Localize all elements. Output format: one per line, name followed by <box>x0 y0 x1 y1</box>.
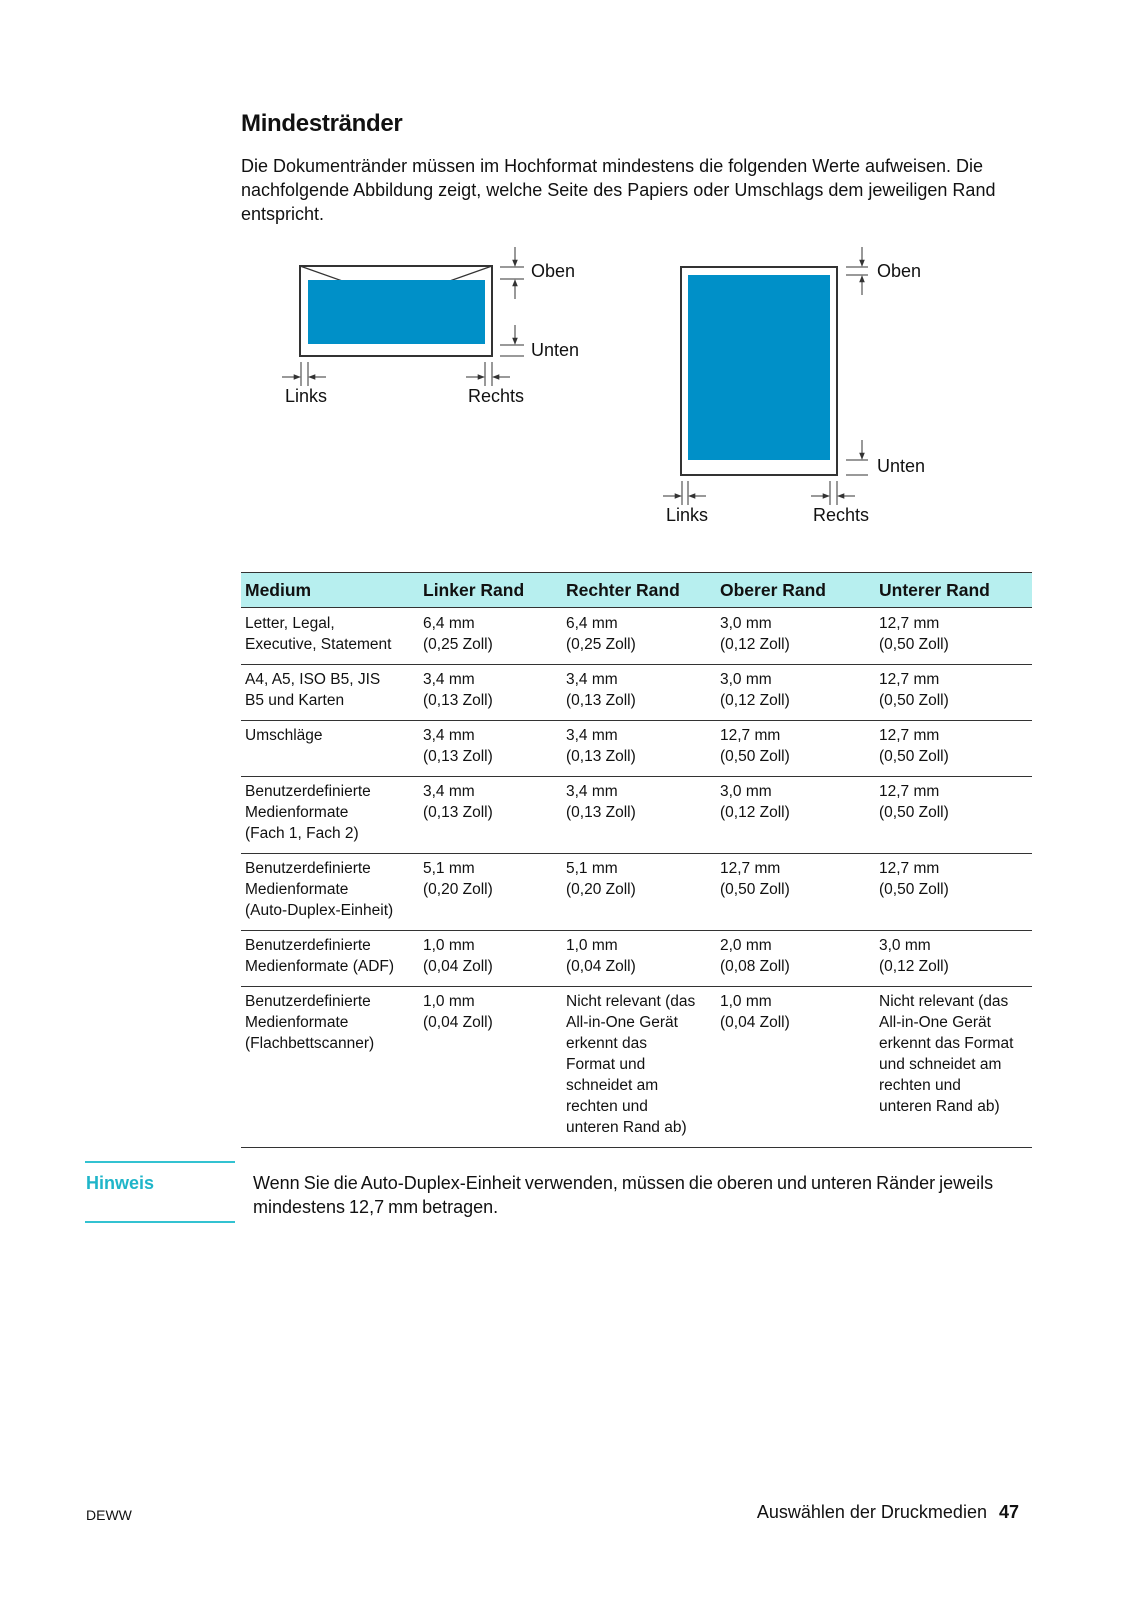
table-row <box>241 608 1032 665</box>
cell-medium: A4, A5, ISO B5, JIS B5 und Karten <box>241 665 419 721</box>
margin-figure <box>0 0 1131 560</box>
table-row <box>241 777 1032 854</box>
cell-right-margin: 3,4 mm (0,13 Zoll) <box>562 777 716 854</box>
cell-right-margin: 3,4 mm (0,13 Zoll) <box>562 665 716 721</box>
cell-top-margin: 12,7 mm (0,50 Zoll) <box>716 721 875 777</box>
cell-right-margin: 5,1 mm (0,20 Zoll) <box>562 854 716 931</box>
cell-left-margin: 3,4 mm (0,13 Zoll) <box>419 665 562 721</box>
page-label-right: Rechts <box>813 505 870 525</box>
table-row <box>241 721 1032 777</box>
page-diagram <box>663 247 925 525</box>
envelope-right-indicator <box>466 362 510 386</box>
note-label: Hinweis <box>86 1173 155 1193</box>
cell-left-margin: 1,0 mm (0,04 Zoll) <box>419 987 562 1148</box>
footer-doc-code: DEWW <box>86 1507 132 1523</box>
envelope-label-left: Links <box>285 386 328 406</box>
note-rule-bottom <box>85 1221 235 1223</box>
cell-left-margin: 6,4 mm (0,25 Zoll) <box>419 608 562 665</box>
cell-medium: Benutzerdefinierte Medienformate (Flachbettscanner) <box>241 987 419 1148</box>
page-left-indicator <box>663 481 706 505</box>
envelope-printable-area <box>308 280 485 344</box>
cell-right-margin: 3,4 mm (0,13 Zoll) <box>562 721 716 777</box>
margin-table <box>241 572 1032 1148</box>
envelope-label-top: Oben <box>531 261 576 281</box>
page-number: 47 <box>998 1502 1019 1522</box>
intro-paragraph: Die Dokumentränder müssen im Hochformat mindestens die folgenden Werte aufweisen. Die nachfolgende Abbildung zeigt, welche Seite des Papiers oder Umschlags dem jeweiligen Rand entspricht. <box>241 156 996 224</box>
page-right-indicator <box>811 481 855 505</box>
footer-section <box>757 1502 1019 1523</box>
table-row <box>241 854 1032 931</box>
table-body <box>241 608 1032 1148</box>
cell-medium: Benutzerdefinierte Medienformate (ADF) <box>241 931 419 987</box>
page-printable-area <box>688 275 830 460</box>
envelope-label-right: Rechts <box>468 386 525 406</box>
column-header-left-margin: Linker Rand <box>419 573 562 608</box>
cell-left-margin: 3,4 mm (0,13 Zoll) <box>419 721 562 777</box>
cell-medium: Benutzerdefinierte Medienformate (Fach 1, Fach 2) <box>241 777 419 854</box>
page-bottom-indicator <box>846 440 868 475</box>
cell-top-margin: 1,0 mm (0,04 Zoll) <box>716 987 875 1148</box>
page-label-left: Links <box>666 505 709 525</box>
envelope-left-indicator <box>282 362 326 386</box>
envelope-diagram <box>282 247 579 406</box>
cell-bottom-margin: 3,0 mm (0,12 Zoll) <box>875 931 1032 987</box>
column-header-top-margin: Oberer Rand <box>716 573 875 608</box>
cell-medium: Letter, Legal, Executive, Statement <box>241 608 419 665</box>
cell-right-margin: 1,0 mm (0,04 Zoll) <box>562 931 716 987</box>
cell-right-margin: 6,4 mm (0,25 Zoll) <box>562 608 716 665</box>
cell-top-margin: 3,0 mm (0,12 Zoll) <box>716 777 875 854</box>
note-rule-top <box>85 1161 235 1163</box>
cell-top-margin: 3,0 mm (0,12 Zoll) <box>716 665 875 721</box>
cell-medium: Umschläge <box>241 721 419 777</box>
column-header-medium: Medium <box>241 573 419 608</box>
page-label-bottom: Unten <box>877 456 926 476</box>
table-row <box>241 931 1032 987</box>
note-text: Wenn Sie die Auto-Duplex-Einheit verwenden, müssen die oberen und unteren Ränder jeweils mindestens 12,7 mm betragen. <box>253 1173 994 1217</box>
cell-bottom-margin: 12,7 mm (0,50 Zoll) <box>875 721 1032 777</box>
cell-bottom-margin: 12,7 mm (0,50 Zoll) <box>875 608 1032 665</box>
envelope-top-indicator <box>500 247 524 299</box>
cell-bottom-margin: 12,7 mm (0,50 Zoll) <box>875 665 1032 721</box>
cell-bottom-margin: 12,7 mm (0,50 Zoll) <box>875 777 1032 854</box>
table-header-row <box>241 573 1032 608</box>
envelope-bottom-indicator <box>500 325 524 356</box>
cell-top-margin: 2,0 mm (0,08 Zoll) <box>716 931 875 987</box>
cell-left-margin: 3,4 mm (0,13 Zoll) <box>419 777 562 854</box>
page-top-indicator <box>846 247 868 295</box>
footer-section-title: Auswählen der Druckmedien <box>756 1502 987 1522</box>
column-header-bottom-margin: Unterer Rand <box>875 573 1032 608</box>
page-label-top: Oben <box>877 261 922 281</box>
cell-bottom-margin: 12,7 mm (0,50 Zoll) <box>875 854 1032 931</box>
envelope-label-bottom: Unten <box>531 340 580 360</box>
cell-medium: Benutzerdefinierte Medienformate (Auto-Duplex-Einheit) <box>241 854 419 931</box>
cell-top-margin: 3,0 mm (0,12 Zoll) <box>716 608 875 665</box>
cell-right-margin: Nicht relevant (das All-in-One Gerät erkennt das Format und schneidet am rechten und unteren Rand ab) <box>562 987 716 1148</box>
cell-top-margin: 12,7 mm (0,50 Zoll) <box>716 854 875 931</box>
cell-bottom-margin: Nicht relevant (das All-in-One Gerät erkennt das Format und schneidet am rechten und unteren Rand ab) <box>875 987 1032 1148</box>
cell-left-margin: 5,1 mm (0,20 Zoll) <box>419 854 562 931</box>
page-heading: Mindestränder <box>241 110 403 137</box>
cell-left-margin: 1,0 mm (0,04 Zoll) <box>419 931 562 987</box>
column-header-right-margin: Rechter Rand <box>562 573 716 608</box>
table-row <box>241 987 1032 1148</box>
table-row <box>241 665 1032 721</box>
